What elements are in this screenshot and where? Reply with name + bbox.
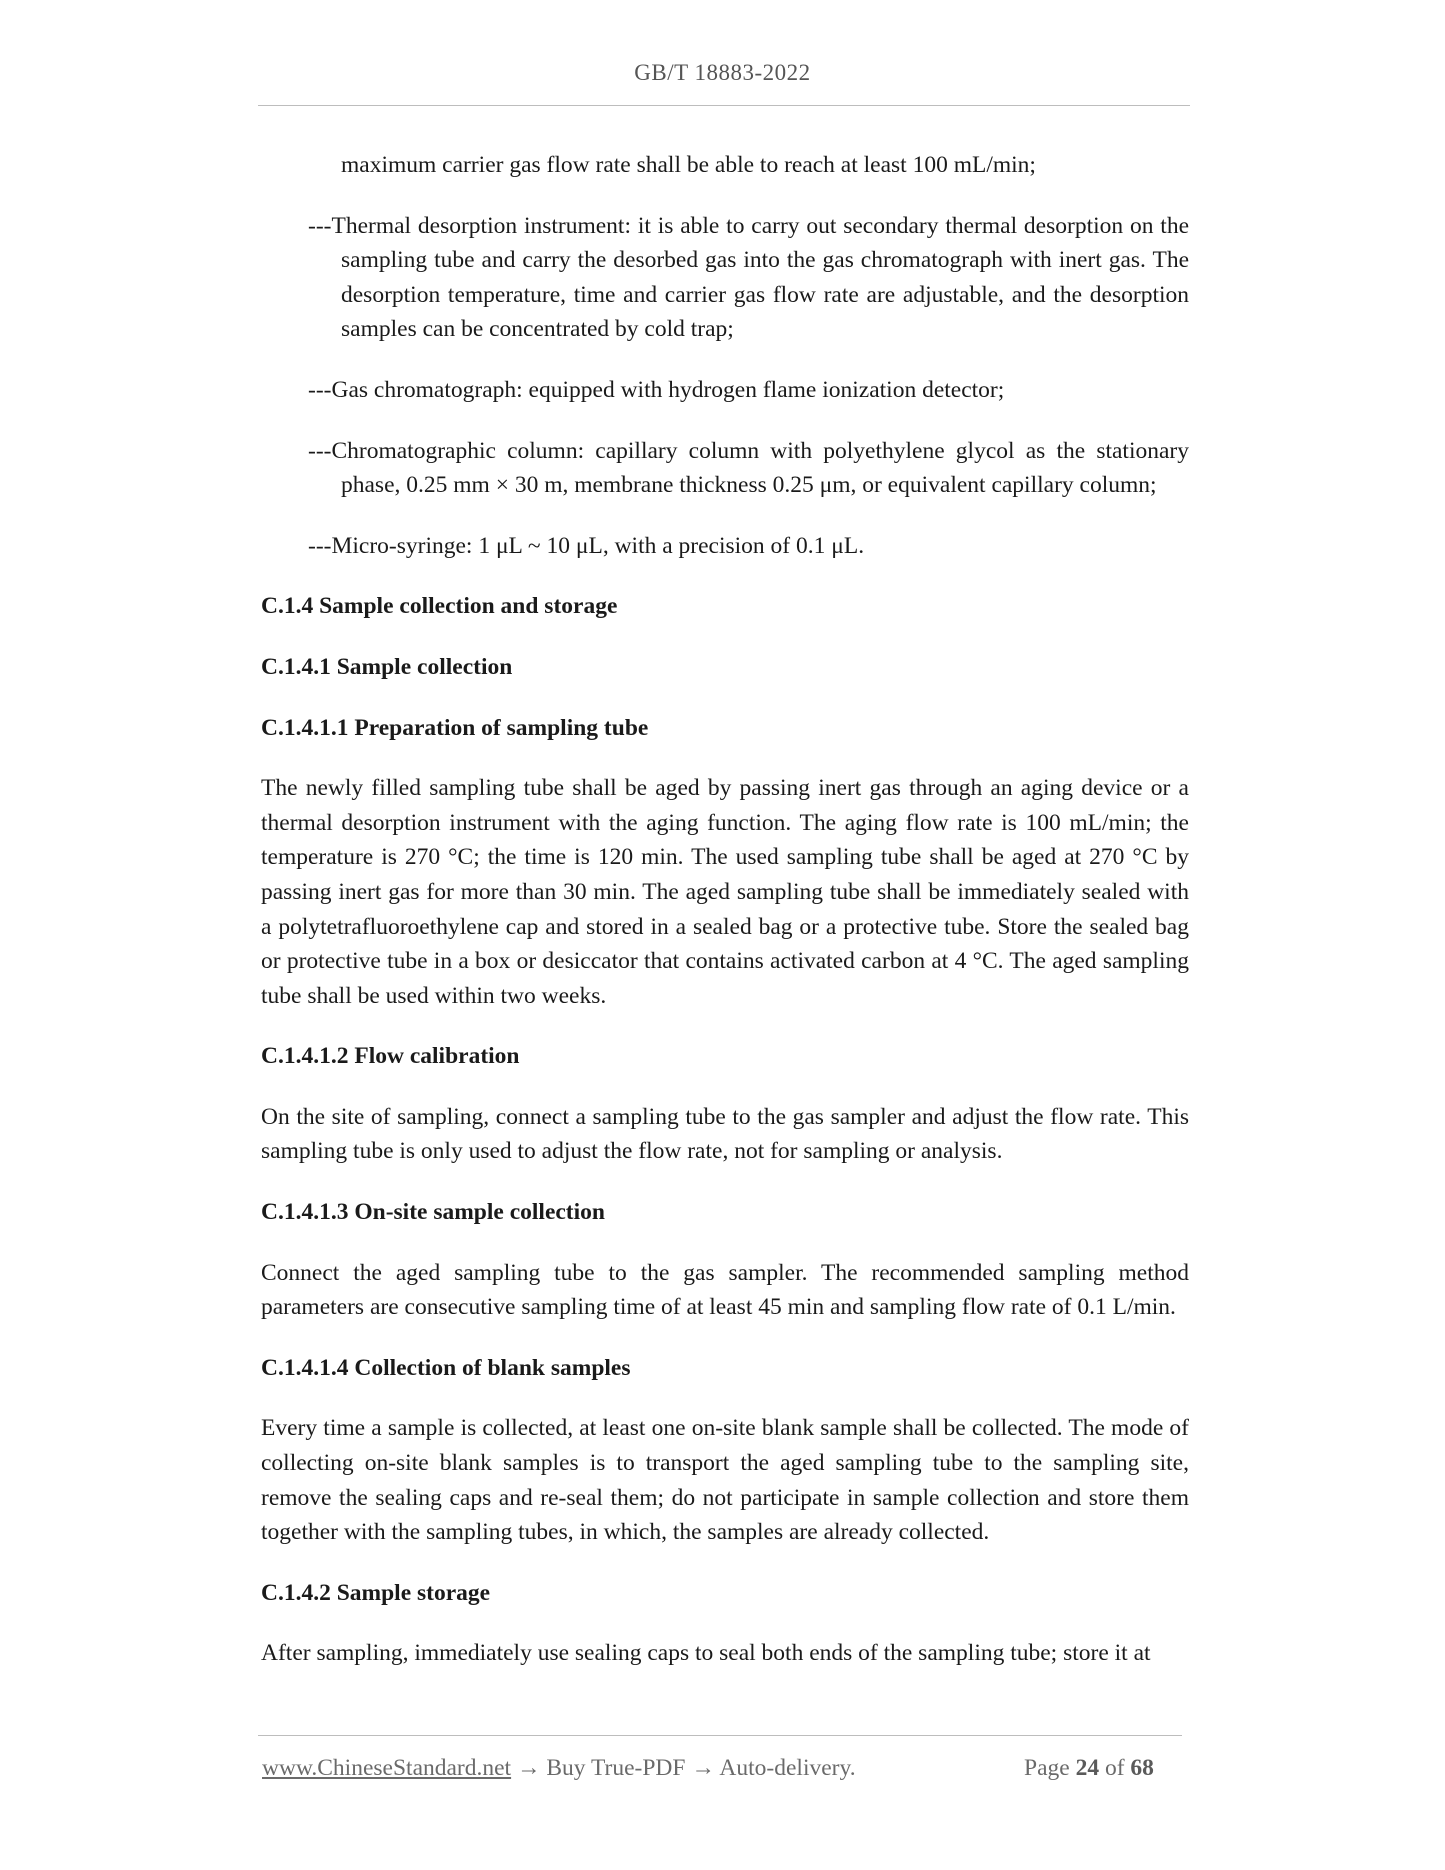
arrow-right-icon: → — [691, 1755, 715, 1781]
section-heading-c14: C.1.4 Sample collection and storage — [261, 593, 618, 620]
footer-promo — [262, 1755, 856, 1782]
current-page-number: 24 — [1075, 1755, 1100, 1781]
section-heading-c141: C.1.4.1 Sample collection — [261, 653, 513, 680]
page-label: Page — [1024, 1755, 1070, 1781]
total-page-number: 68 — [1130, 1755, 1154, 1781]
paragraph-c1411: The newly filled sampling tube shall be aged by passing inert gas through an aging device or a thermal desorption instrument with the aging function. The aging flow rate is 100 mL/min; the temperature is 270 °C; the time is 120 min. The used sampling tube shall be aged at 270 °C by passing inert gas for more than 30 min. The aged sampling tube shall be immediately sealed with a polytetrafluoroethylene cap and stored in a sealed bag or a protective tube. Store the sealed bag or protective tube in a box or desiccator that contains activated carbon at 4 °C. The aged sampling tube shall be used within two weeks. — [261, 775, 1189, 1009]
arrow-right-icon: → — [516, 1755, 541, 1781]
list-item-micro-syringe: ---Micro-syringe: 1 μL ~ 10 μL, with a precision of 0.1 μL. — [308, 532, 865, 559]
paragraph-c1414: Every time a sample is collected, at least one on-site blank sample shall be collected. The mode of collecting on-site blank samples is to transport the aged sampling tube to the sampling site, remove the sealing caps and re-seal them; do not participate in sample collection and store them together with the sampling tubes, in which, the samples are already collected. — [261, 1415, 1189, 1546]
header-divider — [258, 105, 1190, 106]
footer-divider — [258, 1735, 1182, 1736]
section-heading-c142: C.1.4.2 Sample storage — [261, 1579, 491, 1606]
section-heading-c1411: C.1.4.1.1 Preparation of sampling tube — [261, 714, 649, 741]
of-label: of — [1104, 1755, 1125, 1781]
section-heading-c1414: C.1.4.1.4 Collection of blank samples — [261, 1354, 631, 1381]
list-item-thermal-desorption: ---Thermal desorption instrument: it is able to carry out secondary thermal desorption on the sampling tube and carry the desorbed gas into the gas chromatograph with inert gas. The desorption temperature, time and carrier gas flow rate are adjustable, and the desorption samples can be concentrated by cold trap; — [308, 212, 1189, 343]
paragraph-c1413: Connect the aged sampling tube to the gas sampler. The recommended sampling method parameters are consecutive sampling time of at least 45 min and sampling flow rate of 0.1 L/min. — [261, 1259, 1189, 1321]
paragraph-c142: After sampling, immediately use sealing caps to seal both ends of the sampling tube; store it at — [261, 1640, 1151, 1667]
list-item-chromatographic-column: ---Chromatographic column: capillary column with polyethylene glycol as the stationary phase, 0.25 mm × 30 m, membrane thickness 0.25 μm, or equivalent capillary column; — [308, 437, 1189, 499]
section-heading-c1412: C.1.4.1.2 Flow calibration — [261, 1043, 520, 1070]
section-heading-c1413: C.1.4.1.3 On-site sample collection — [261, 1199, 605, 1226]
document-body — [261, 148, 1189, 1671]
page-number — [1024, 1755, 1154, 1782]
footer-site-link[interactable]: www.ChineseStandard.net — [262, 1755, 512, 1781]
page-header-title: GB/T 18883-2022 — [634, 60, 811, 85]
footer-buy-text: Buy True-PDF — [546, 1755, 686, 1781]
paragraph-c1412: On the site of sampling, connect a sampling tube to the gas sampler and adjust the flow rate. This sampling tube is only used to adjust the flow rate, not for sampling or analysis. — [261, 1103, 1189, 1165]
continued-list-text: maximum carrier gas flow rate shall be able to reach at least 100 mL/min; — [341, 152, 1036, 178]
footer-delivery-text: Auto-delivery. — [719, 1755, 856, 1781]
list-item-gas-chromatograph: ---Gas chromatograph: equipped with hydrogen flame ionization detector; — [308, 376, 1005, 403]
